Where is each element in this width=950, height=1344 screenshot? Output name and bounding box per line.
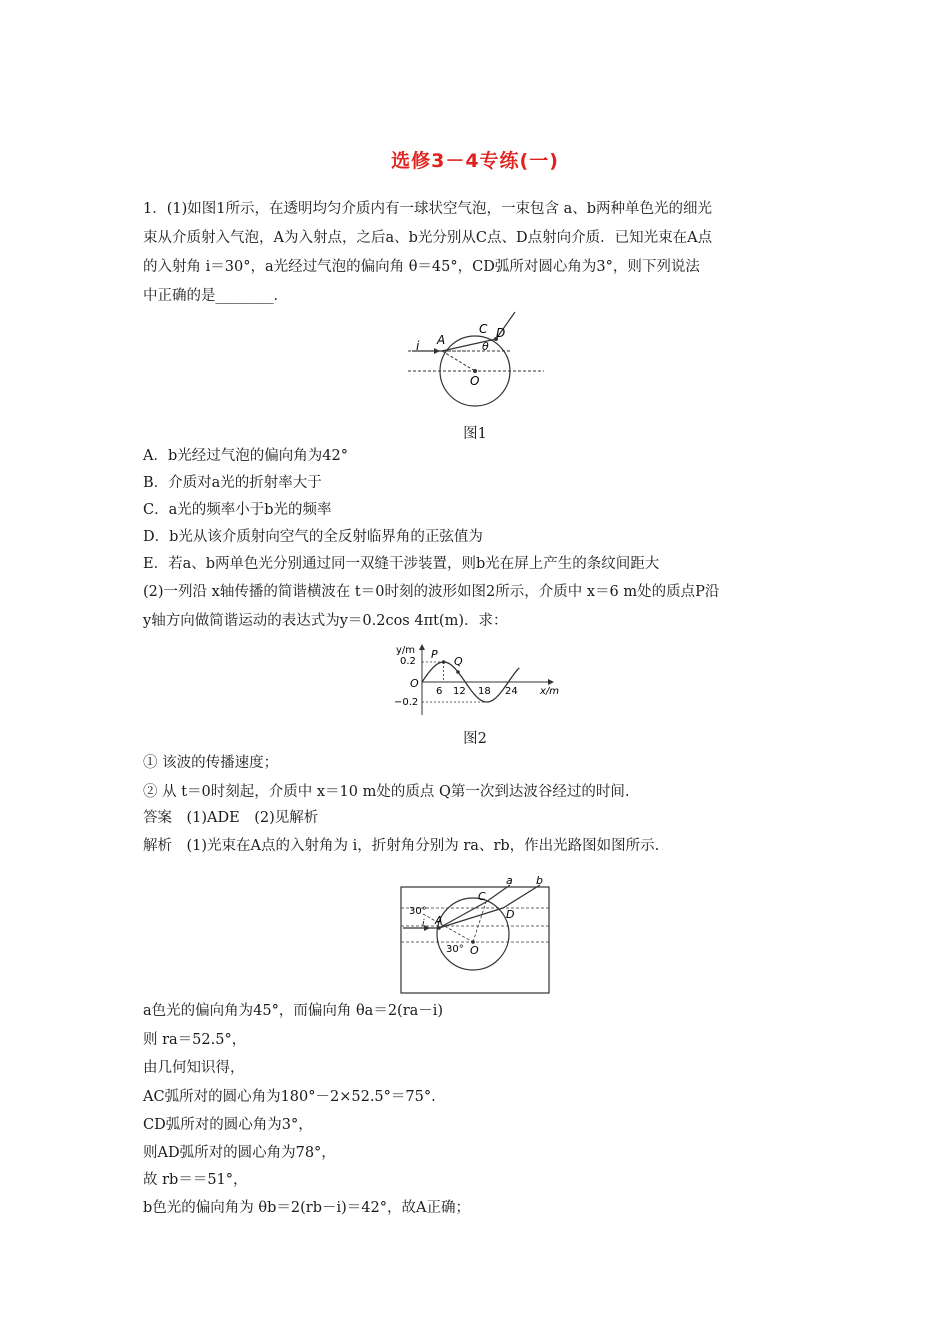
q1-line-2: 束从介质射入气泡，A为入射点，之后a、b光分别从C点、D点射向介质．已知光束在A点 [143,230,713,246]
fig1-label-O: O [470,374,480,388]
q1-line-3: 的入射角 i＝30°，a光经过气泡的偏向角 θ＝45°，CD弧所对圆心角为3°，则下列说法 [143,259,700,275]
analysis-line: 解析 (1)光束在A点的入射角为 i，折射角分别为 ra、rb，作出光路图如图所示. [143,838,660,854]
figure-1 [400,305,550,415]
fig2-xtick-18: 18 [478,686,491,697]
fig2-xlabel: x/m [540,686,560,697]
fig2-xtick-6: 6 [436,686,443,697]
sub-question-2: ② 从 t＝0时刻起，介质中 x＝10 m处的质点 Q第一次到达波谷经过的时间. [143,784,630,800]
figure-2-caption: 图2 [463,731,487,747]
fig2-ylabel: y/m [396,645,416,656]
q1-line-4: 中正确的是________． [143,288,288,304]
fig1-label-A: A [437,333,446,347]
fig1-label-i: i [416,339,420,353]
page-title: 选修3－4专练(一) [391,150,559,172]
q2-line-1: (2)一列沿 x轴传播的简谐横波在 t＝0时刻的波形如图2所示，介质中 x＝6 m处的质点P沿 [143,584,720,600]
fig2-ytick-bottom: −0.2 [394,697,419,708]
option-c: C．a光的频率小于b光的频率 [143,502,332,518]
option-b: B．介质对a光的折射率大于 [143,475,322,491]
fig2-label-Q: Q [454,655,463,668]
fig3-label-b: b [536,874,543,887]
solution-line-4: AC弧所对的圆心角为180°－2×52.5°＝75°. [143,1089,436,1105]
fig1-point-O [473,369,477,373]
fig1-label-theta: θ [482,340,489,353]
fig1-label-D: D [496,326,506,340]
fig2-point-Q [456,670,460,674]
solution-line-1: a色光的偏向角为45°，而偏向角 θa＝2(ra－i) [143,1003,444,1019]
fig3-ray-b-inside [439,908,503,928]
fig2-x-arrow [548,679,554,685]
fig3-label-C: C [478,890,486,903]
sub-question-1: ① 该波的传播速度； [143,755,279,771]
fig2-point-P [442,660,446,664]
fig3-label-a: a [506,874,513,887]
fig3-label-O: O [470,944,479,957]
fig3-label-i: i [422,919,425,929]
fig2-xtick-12: 12 [453,686,466,697]
figure-2-wave-chart [390,640,565,720]
figure-1-caption: 图1 [463,426,487,442]
fig1-radius-dashed [442,351,475,371]
fig2-label-P: P [431,648,438,661]
option-e: E．若a、b两单色光分别通过同一双缝干涉装置，则b光在屏上产生的条纹间距大 [143,556,660,572]
q2-line-2: y轴方向做简谐运动的表达式为y＝0.2cos 4πt(m)．求： [143,613,508,629]
fig3-angle-top: 30° [409,906,427,917]
solution-line-6: 则AD弧所对的圆心角为78°， [143,1145,336,1161]
solution-line-3: 由几何知识得， [143,1060,245,1076]
fig3-label-D: D [506,908,515,921]
fig1-label-C: C [479,322,488,336]
solution-line-7: 故 rb＝＝51°， [143,1172,248,1188]
solution-line-5: CD弧所对的圆心角为3°， [143,1117,313,1133]
solution-line-8: b色光的偏向角为 θb＝2(rb－i)＝42°，故A正确； [143,1200,470,1216]
q1-line-1: 1．(1)如图1所示，在透明均匀介质内有一球状空气泡，一束包含 a、b两种单色光的细光 [143,201,713,217]
fig2-origin: O [410,677,419,690]
answer-line: 答案 (1)ADE (2)见解析 [143,810,319,826]
fig2-ytick-top: 0.2 [400,656,416,667]
fig3-ray-b-out [503,885,540,908]
option-d: D．b光从该介质射向空气的全反射临界角的正弦值为 [143,529,483,545]
fig2-xtick-24: 24 [505,686,518,697]
solution-line-2: 则 ra＝52.5°， [143,1032,247,1048]
fig2-y-arrow [419,644,425,650]
fig1-arrow-head [434,348,440,354]
fig3-angle-bottom: 30° [446,944,464,955]
option-a: A．b光经过气泡的偏向角为42° [143,448,348,464]
fig3-label-A: A [435,914,443,927]
figure-3-light-path [398,872,553,996]
fig3-frame [401,887,549,993]
